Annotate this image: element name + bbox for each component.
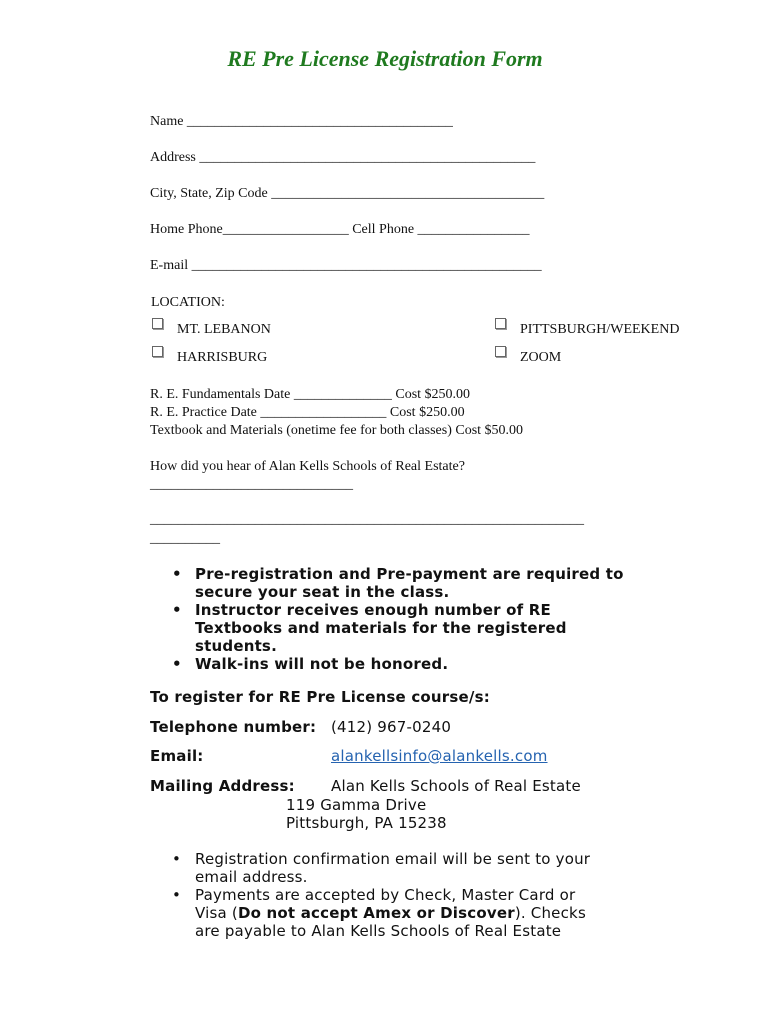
payments-text-bold: Do not accept Amex or Discover <box>237 904 515 922</box>
checkbox-pittsburgh-weekend[interactable] <box>495 318 506 329</box>
list-item <box>172 886 612 940</box>
info-list <box>172 850 612 940</box>
list-item <box>172 565 642 601</box>
register-heading: To register for RE Pre License course/s: <box>150 688 490 706</box>
email-field[interactable]: E-mail __________________________________________________ <box>150 258 542 273</box>
option-harrisburg: HARRISBURG <box>177 350 268 365</box>
page-title: RE Pre License Registration Form <box>227 46 543 71</box>
confirmation-text: Registration confirmation email will be sent to your email address. <box>195 850 591 886</box>
bullet-icon: • <box>172 850 182 868</box>
fundamentals-date-field[interactable]: R. E. Fundamentals Date ______________ Cost $250.00 <box>150 387 471 402</box>
checkbox-zoom[interactable] <box>495 346 506 357</box>
list-item <box>172 655 642 673</box>
list-item <box>172 601 642 655</box>
notice-text: Walk-ins will not be honored. <box>195 655 449 673</box>
bullet-icon: • <box>172 886 182 904</box>
address-field[interactable]: Address ________________________________________________ <box>150 150 536 165</box>
checkbox-mt-lebanon[interactable] <box>152 318 163 329</box>
hear-answer-line-1[interactable]: _____________________________ <box>150 477 353 492</box>
bullet-icon: • <box>172 601 182 619</box>
hear-answer-line-3[interactable]: __________ <box>150 531 220 546</box>
location-label: LOCATION: <box>151 295 225 310</box>
notice-list <box>172 565 642 673</box>
name-field[interactable]: Name ______________________________________ <box>150 114 453 129</box>
option-zoom: ZOOM <box>520 350 562 365</box>
bullet-icon: • <box>172 655 182 673</box>
email-link[interactable]: alankellsinfo@alankells.com <box>331 747 548 765</box>
checkbox-harrisburg[interactable] <box>152 346 163 357</box>
practice-date-field[interactable]: R. E. Practice Date __________________ Cost $250.00 <box>150 405 465 420</box>
mailing-label: Mailing Address: <box>150 777 295 795</box>
option-pittsburgh-weekend: PITTSBURGH/WEEKEND <box>520 322 680 337</box>
hear-answer-line-2[interactable]: ______________________________________________________________ <box>150 512 584 527</box>
mailing-line-1: Alan Kells Schools of Real Estate <box>331 777 581 795</box>
phone-fields[interactable]: Home Phone__________________ Cell Phone ________________ <box>150 222 530 237</box>
list-item <box>172 850 612 886</box>
email-label: Email: <box>150 747 204 765</box>
textbook-fee: Textbook and Materials (onetime fee for both classes) Cost $50.00 <box>150 423 524 438</box>
notice-text: Instructor receives enough number of RE Textbooks and materials for the registered students. <box>195 601 567 655</box>
telephone-value: (412) 967-0240 <box>331 718 452 736</box>
telephone-label: Telephone number: <box>150 718 317 736</box>
payments-text-after: ). Checks are payable to Alan Kells Schools of Real Estate <box>195 904 586 940</box>
mailing-line-2: 119 Gamma Drive <box>286 796 427 814</box>
bullet-icon: • <box>172 565 182 583</box>
hear-question: How did you hear of Alan Kells Schools of Real Estate? <box>150 459 465 474</box>
payments-text-before: Payments are accepted by Check, Master Card or Visa ( <box>195 886 576 922</box>
notice-text: Pre-registration and Pre-payment are required to secure your seat in the class. <box>195 565 624 601</box>
mailing-line-3: Pittsburgh, PA 15238 <box>286 814 447 832</box>
option-mt-lebanon: MT. LEBANON <box>177 322 271 337</box>
city-state-zip-field[interactable]: City, State, Zip Code _______________________________________ <box>150 186 545 201</box>
